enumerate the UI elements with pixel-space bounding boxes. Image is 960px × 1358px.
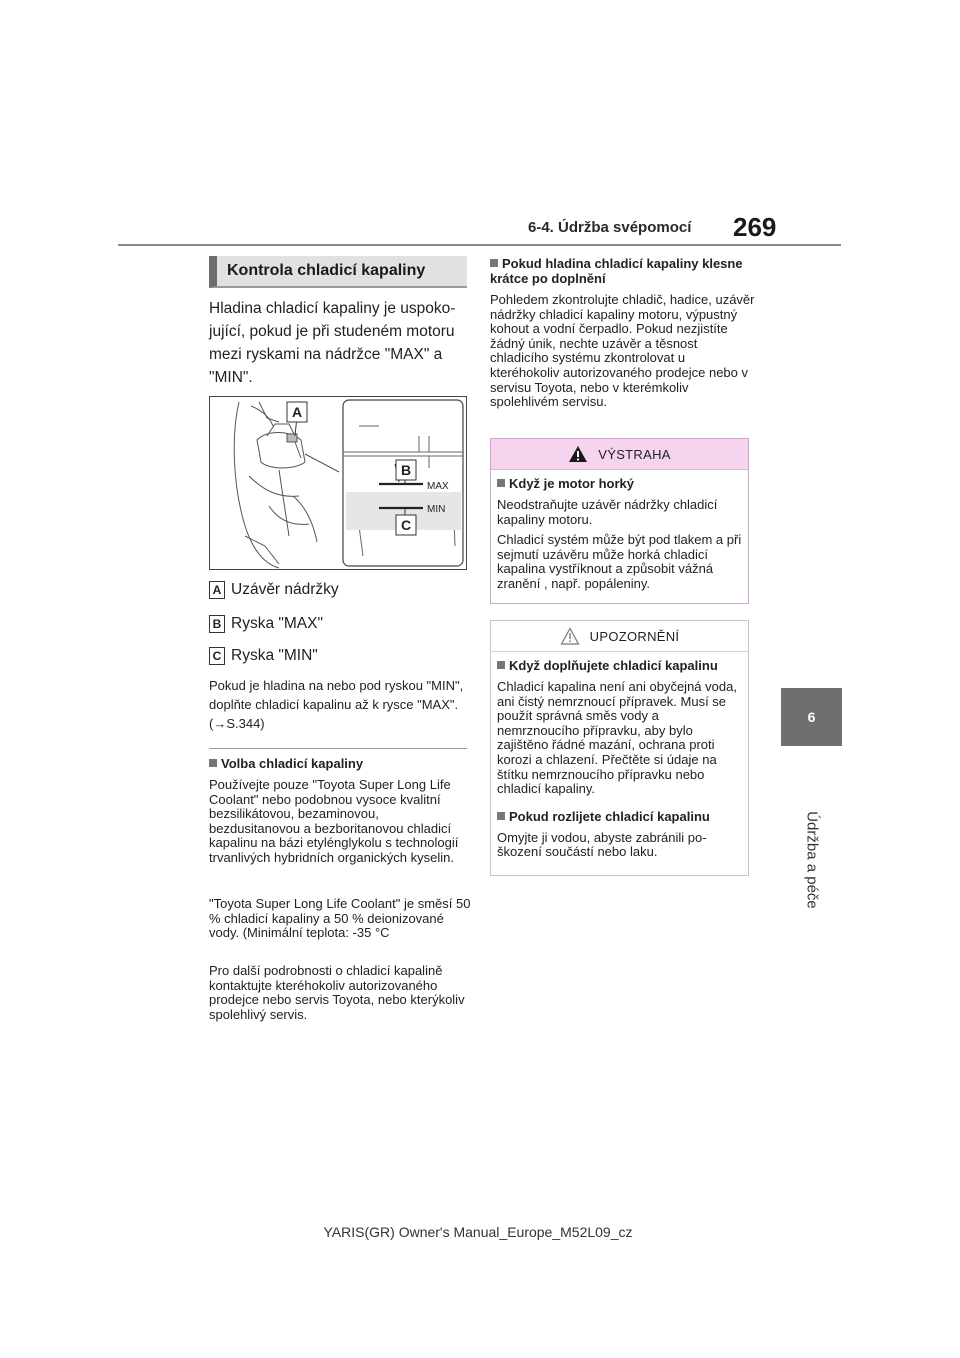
section-divider [209,748,467,749]
legend-item-b [209,615,469,633]
legend-key-b: B [209,615,225,633]
caution-label: UPOZORNĚNÍ [589,628,680,644]
hot-engine-paragraph-1: Neodstraňujte uzávěr nádržky chladicí kapaliny motoru. [497,497,718,527]
warning-box [490,438,749,604]
bullet-square-icon [209,759,217,767]
coolant-tank-diagram [209,396,467,570]
header-rule [118,244,841,246]
section-title: 6-4. Údržba svépomocí [528,219,692,236]
bullet-square-icon [497,812,505,820]
bullet-square-icon [497,479,505,487]
legend-text-a: Uzávěr nádržky [231,581,339,598]
page-number: 269 [733,212,777,242]
intro-text: Hladina chladicí kapaliny je uspokojující, pokud je při studeném motoru mezi ryskami na nádržce "MAX" a "MIN". [209,300,456,386]
warning-band [491,439,748,470]
legend-item-c [209,647,469,665]
level-drop-paragraph: Pohledem zkontrolujte chladič, hadice, uzávěr nádržky chladicí kapaliny motoru, výpustný kohout a vodní čerpadlo. Pokud nezjistíte žádný únik, nechte uzávěr a těsnost chladicího systému zkontrolovat u kteréhokoliv autorizovaného prodejce nebo v servisu Toyota, nebo v kterémkoliv spolehlivém servisu. [490,292,755,410]
refilling-paragraph: Chladicí kapalina není ani obyčejná voda, ani čistý nemrznoucí přípravek. Musí se použít správná směs vody a nemrznoucího přípravku, aby bylo zajištěno řádné mazání, ochrana proti korozi a chlazení. Přečtěte si údaje na štítku nemrznoucího přípravku nebo chladicí kapaliny. [497,679,737,797]
refill-note: Pokud je hladina na nebo pod ryskou "MIN", doplňte chladicí kapalinu až k rysce "MAX". (→S.344) [209,678,464,731]
hot-engine-heading: Když je motor horký [497,476,742,491]
callout-a: A [291,404,303,420]
legend-text-b: Ryska "MAX" [231,615,323,632]
legend-item-a [209,581,469,599]
caution-triangle-icon [560,627,580,645]
caution-box [490,620,749,876]
legend-key-a: A [209,581,225,599]
coolant-choice-paragraph-3: Pro další podrobnosti o chladicí kapalině kontaktujte kteréhokoliv autorizovaného prodejce nebo servis Toyota, nebo kterýkoliv spolehlivý servis. [209,963,465,1022]
warning-label: VÝSTRAHA [598,446,671,462]
level-drop-heading: Pokud hladina chladicí kapaliny klesne krátce po doplnění [490,256,743,286]
refilling-heading: Když doplňujete chladicí kapalinu [497,658,742,673]
warning-triangle-icon [568,445,588,463]
spill-paragraph: Omyjte ji vodou, abyste zabránili poškození součástí nebo laku. [497,829,707,860]
chapter-label: Údržba a péče [803,811,821,909]
chapter-tab[interactable]: 6 [781,688,842,746]
bullet-square-icon [490,259,498,267]
callout-c: C [400,517,412,533]
caution-band [491,621,748,652]
manual-footer: YARIS(GR) Owner's Manual_Europe_M52L09_cz [323,1224,633,1240]
legend-text-c: Ryska "MIN" [231,647,318,664]
min-mark-label: MIN [427,504,446,515]
bullet-square-icon [497,661,505,669]
coolant-choice-heading: Volba chladicí kapaliny [209,756,471,771]
max-mark-label: MAX [427,481,449,492]
coolant-choice-paragraph-2: "Toyota Super Long Life Coolant" je směsí 50 % chladicí kapaliny a 50 % deionizované vody. (Minimální teplota: -35 °C [209,896,471,941]
coolant-choice-paragraph-1: Používejte pouze "Toyota Super Long Life Coolant" nebo podobnou vysoce kvalitní bezsilikátovou, bezaminovou, bezdusitanovou a bezboritanovou chladicí kapalinu na bázi etylénglykolu s technologií trvanlivých hybridních organických kyselin. [209,777,459,865]
spill-heading: Pokud rozlijete chladicí kapalinu [497,809,742,824]
topic-title: Kontrola chladicí kapaliny [209,256,467,288]
callout-b: B [400,462,412,478]
hot-engine-paragraph-2: Chladicí systém může být pod tlakem a při sejmutí uzávěru může horká chladicí kapalina vystříknout a způsobit vážná zranění , např. popáleniny. [497,532,742,591]
legend-key-c: C [209,647,225,665]
